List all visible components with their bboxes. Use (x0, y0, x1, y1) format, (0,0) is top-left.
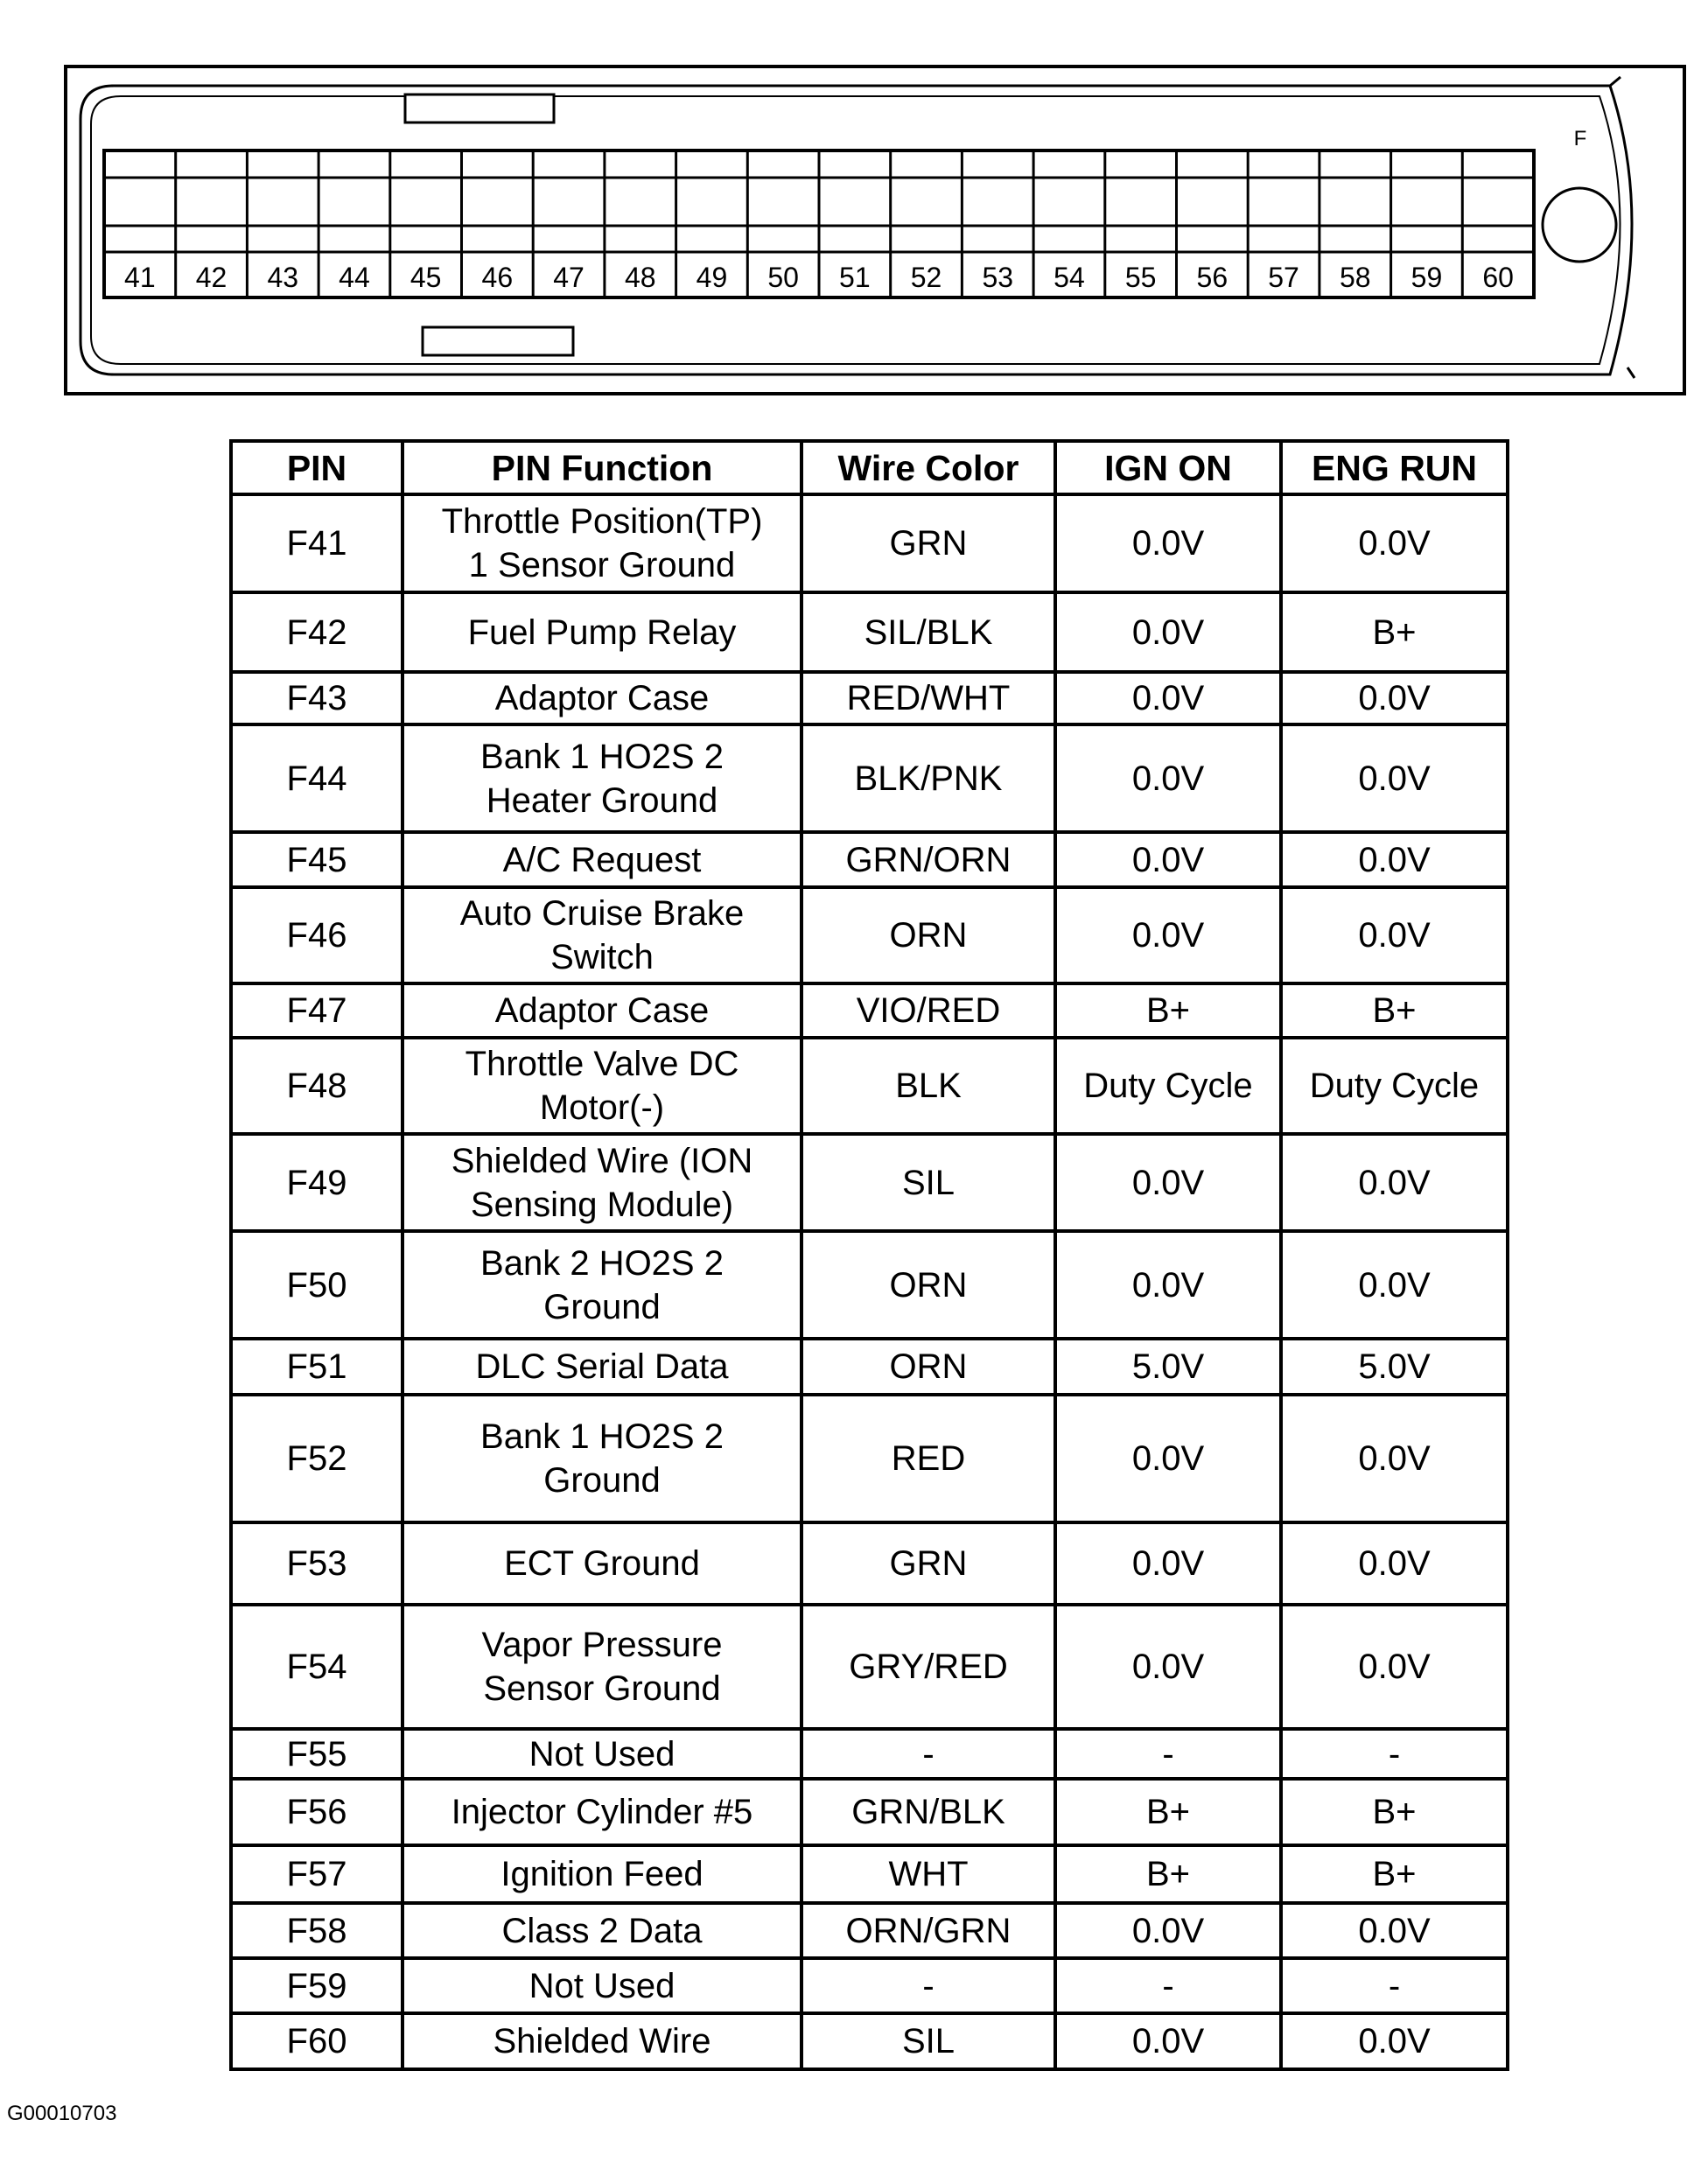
cell-ign-on: 0.0V (1055, 1134, 1281, 1231)
cell-pin: F55 (231, 1729, 402, 1779)
pin-grid (104, 150, 1534, 297)
table-row (231, 672, 1508, 724)
cell-eng-run: 0.0V (1281, 1134, 1508, 1231)
cell-pin-function: Bank 2 HO2S 2 Ground (402, 1231, 802, 1339)
cell-pin-function: Adaptor Case (402, 672, 802, 724)
cell-pin: F50 (231, 1231, 402, 1339)
cell-pin-function: Not Used (402, 1729, 802, 1779)
pin-number-label: 60 (1482, 262, 1514, 293)
cell-pin-function: Vapor Pressure Sensor Ground (402, 1605, 802, 1729)
table-row (231, 1134, 1508, 1231)
cell-eng-run: B+ (1281, 1845, 1508, 1903)
cell-wire-color: ORN/GRN (802, 1903, 1055, 1958)
cell-pin: F42 (231, 592, 402, 672)
cell-ign-on: Duty Cycle (1055, 1038, 1281, 1134)
cell-ign-on: 0.0V (1055, 1231, 1281, 1339)
pin-number-label: 53 (982, 262, 1014, 293)
header-wire-color: Wire Color (802, 441, 1055, 494)
table-row (231, 1231, 1508, 1339)
cell-wire-color: GRN/BLK (802, 1779, 1055, 1845)
cell-wire-color: ORN (802, 1231, 1055, 1339)
cell-wire-color: GRN/ORN (802, 832, 1055, 887)
cell-pin: F56 (231, 1779, 402, 1845)
cell-eng-run: 0.0V (1281, 724, 1508, 832)
cell-ign-on: B+ (1055, 983, 1281, 1038)
table-row (231, 1522, 1508, 1605)
cell-pin: F46 (231, 887, 402, 983)
cell-pin-function: Shielded Wire (402, 2013, 802, 2069)
cell-wire-color: SIL/BLK (802, 592, 1055, 672)
cell-pin-function: Not Used (402, 1958, 802, 2013)
table-row (231, 1605, 1508, 1729)
cell-wire-color: GRN (802, 494, 1055, 592)
table-row (231, 1958, 1508, 2013)
table-row (231, 1903, 1508, 1958)
cell-ign-on: 0.0V (1055, 1903, 1281, 1958)
pin-number-label: 52 (910, 262, 942, 293)
table-row (231, 1779, 1508, 1845)
cell-ign-on: B+ (1055, 1779, 1281, 1845)
cell-eng-run: 0.0V (1281, 1231, 1508, 1339)
cell-eng-run: Duty Cycle (1281, 1038, 1508, 1134)
pin-number-label: 59 (1410, 262, 1443, 293)
table-row (231, 1729, 1508, 1779)
figure-id: G00010703 (7, 2102, 117, 2125)
pin-number-label: 49 (696, 262, 728, 293)
cell-wire-color: ORN (802, 887, 1055, 983)
pin-number-label: 47 (553, 262, 584, 293)
pin-number-label: 41 (124, 262, 156, 293)
pin-number-label: 54 (1054, 262, 1085, 293)
connector-curve-tick-top (1610, 77, 1620, 86)
cell-pin-function: Throttle Position(TP) 1 Sensor Ground (402, 494, 802, 592)
cell-pin-function: Auto Cruise Brake Switch (402, 887, 802, 983)
cell-ign-on: 0.0V (1055, 887, 1281, 983)
cell-wire-color: BLK/PNK (802, 724, 1055, 832)
cell-ign-on: 5.0V (1055, 1339, 1281, 1395)
cell-pin-function: Bank 1 HO2S 2 Ground (402, 1395, 802, 1522)
cell-pin: F57 (231, 1845, 402, 1903)
cell-ign-on: - (1055, 1958, 1281, 2013)
table-row (231, 1038, 1508, 1134)
cell-pin: F58 (231, 1903, 402, 1958)
cell-pin: F48 (231, 1038, 402, 1134)
cell-wire-color: VIO/RED (802, 983, 1055, 1038)
cell-pin: F41 (231, 494, 402, 592)
cell-pin-function: Class 2 Data (402, 1903, 802, 1958)
pin-number-label: 44 (339, 262, 370, 293)
cell-ign-on: 0.0V (1055, 672, 1281, 724)
cell-wire-color: WHT (802, 1845, 1055, 1903)
cell-pin-function: Throttle Valve DC Motor(-) (402, 1038, 802, 1134)
cell-pin: F60 (231, 2013, 402, 2069)
cell-pin-function: Bank 1 HO2S 2 Heater Ground (402, 724, 802, 832)
cell-pin: F43 (231, 672, 402, 724)
pin-number-label: 58 (1339, 262, 1371, 293)
pin-number-label: 46 (481, 262, 514, 293)
pin-number-label: 56 (1196, 262, 1228, 293)
pin-number-label: 43 (267, 262, 299, 293)
cell-wire-color: GRN (802, 1522, 1055, 1605)
cell-ign-on: 0.0V (1055, 724, 1281, 832)
cell-wire-color: BLK (802, 1038, 1055, 1134)
pin-number-label: 57 (1268, 262, 1299, 293)
cell-eng-run: 0.0V (1281, 1522, 1508, 1605)
header-pin-function: PIN Function (402, 441, 802, 494)
table-row (231, 887, 1508, 983)
cell-wire-color: SIL (802, 1134, 1055, 1231)
cell-wire-color: - (802, 1729, 1055, 1779)
pin-number-label: 45 (410, 262, 442, 293)
cell-pin-function: Shielded Wire (ION Sensing Module) (402, 1134, 802, 1231)
cell-pin: F52 (231, 1395, 402, 1522)
cell-pin: F49 (231, 1134, 402, 1231)
table-row (231, 592, 1508, 672)
cell-wire-color: ORN (802, 1339, 1055, 1395)
cell-eng-run: 0.0V (1281, 1903, 1508, 1958)
cell-ign-on: 0.0V (1055, 1605, 1281, 1729)
cell-eng-run: 0.0V (1281, 1395, 1508, 1522)
pin-table (229, 439, 1509, 2071)
cell-wire-color: SIL (802, 2013, 1055, 2069)
cell-ign-on: 0.0V (1055, 832, 1281, 887)
cell-pin: F51 (231, 1339, 402, 1395)
pin-number-label: 48 (624, 262, 656, 293)
cell-wire-color: RED/WHT (802, 672, 1055, 724)
cell-eng-run: 0.0V (1281, 1605, 1508, 1729)
cell-eng-run: - (1281, 1958, 1508, 2013)
cell-pin: F53 (231, 1522, 402, 1605)
table-row (231, 2013, 1508, 2069)
connector-bottom-latch (423, 327, 573, 355)
cell-pin-function: Ignition Feed (402, 1845, 802, 1903)
cell-pin-function: DLC Serial Data (402, 1339, 802, 1395)
cell-pin: F59 (231, 1958, 402, 2013)
cell-pin: F45 (231, 832, 402, 887)
cell-eng-run: 0.0V (1281, 887, 1508, 983)
cell-eng-run: 0.0V (1281, 832, 1508, 887)
pin-number-label: 51 (839, 262, 871, 293)
cell-pin-function: ECT Ground (402, 1522, 802, 1605)
cell-ign-on: 0.0V (1055, 2013, 1281, 2069)
cell-wire-color: RED (802, 1395, 1055, 1522)
header-pin: PIN (231, 441, 402, 494)
table-row (231, 724, 1508, 832)
cell-ign-on: 0.0V (1055, 592, 1281, 672)
cell-pin-function: A/C Request (402, 832, 802, 887)
pin-number-label: 50 (767, 262, 799, 293)
table-row (231, 983, 1508, 1038)
cell-pin: F54 (231, 1605, 402, 1729)
table-row (231, 832, 1508, 887)
cell-pin: F44 (231, 724, 402, 832)
cell-ign-on: 0.0V (1055, 1395, 1281, 1522)
cell-ign-on: B+ (1055, 1845, 1281, 1903)
cell-eng-run: 0.0V (1281, 494, 1508, 592)
table-body (231, 494, 1508, 2069)
connector-key-circle (1543, 188, 1616, 262)
table-row (231, 494, 1508, 592)
cell-pin-function: Fuel Pump Relay (402, 592, 802, 672)
connector-diagram (0, 0, 1708, 402)
connector-top-latch (405, 94, 554, 122)
cell-eng-run: B+ (1281, 983, 1508, 1038)
cell-ign-on: 0.0V (1055, 1522, 1281, 1605)
cell-eng-run: - (1281, 1729, 1508, 1779)
cell-eng-run: B+ (1281, 592, 1508, 672)
cell-pin-function: Injector Cylinder #5 (402, 1779, 802, 1845)
cell-eng-run: 0.0V (1281, 672, 1508, 724)
connector-label: F (1573, 127, 1587, 150)
cell-ign-on: - (1055, 1729, 1281, 1779)
table-row (231, 1395, 1508, 1522)
connector-curve-tick-bottom (1628, 367, 1634, 378)
cell-pin: F47 (231, 983, 402, 1038)
table-header-row (231, 441, 1508, 494)
pin-number-label: 42 (195, 262, 228, 293)
cell-wire-color: GRY/RED (802, 1605, 1055, 1729)
cell-wire-color: - (802, 1958, 1055, 2013)
cell-eng-run: 5.0V (1281, 1339, 1508, 1395)
table-row (231, 1339, 1508, 1395)
cell-ign-on: 0.0V (1055, 494, 1281, 592)
table-row (231, 1845, 1508, 1903)
cell-eng-run: B+ (1281, 1779, 1508, 1845)
cell-pin-function: Adaptor Case (402, 983, 802, 1038)
pin-number-label: 55 (1124, 262, 1157, 293)
header-eng-run: ENG RUN (1281, 441, 1508, 494)
cell-eng-run: 0.0V (1281, 2013, 1508, 2069)
header-ign-on: IGN ON (1055, 441, 1281, 494)
